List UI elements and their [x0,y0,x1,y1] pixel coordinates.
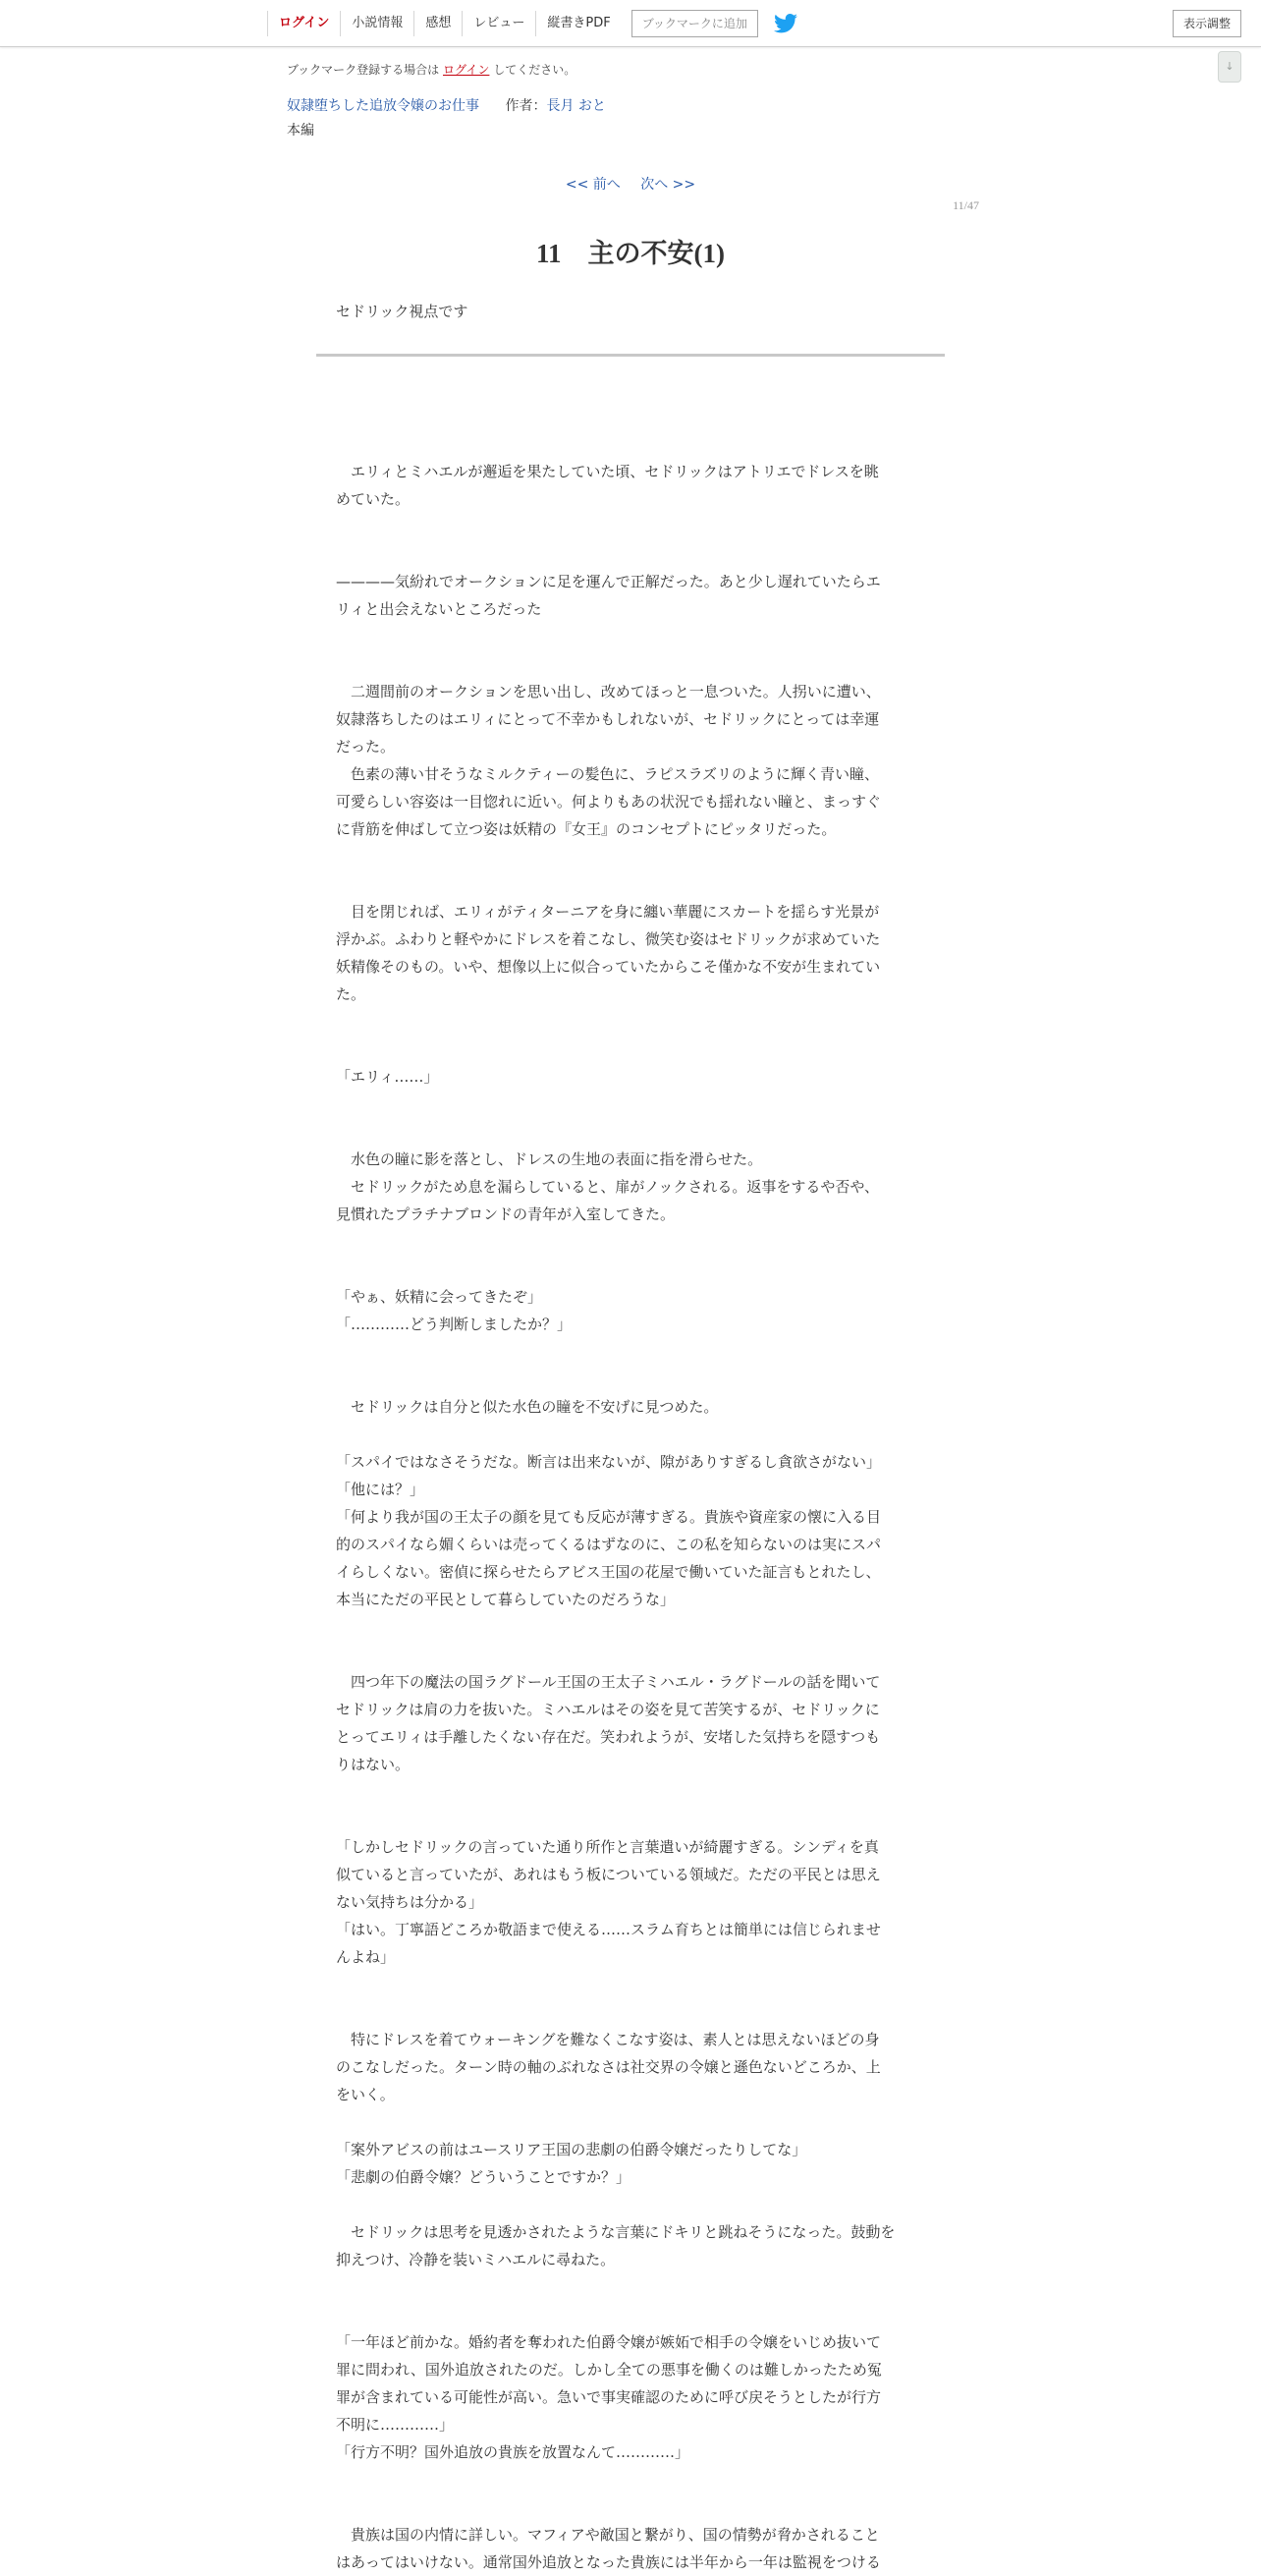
body-line: セドリックがため息を漏らしていると、扉がノックされる。返事をするや否や、 [336,1178,880,1196]
body-line: セドリックは自分と似た水色の瞳を不安げに見つめた。 [336,1398,719,1416]
body-line: 的のスパイなら媚くらいは売ってくるはずなのに、この私を知らないのは実にスパ [336,1536,882,1553]
body-line: た。 [336,985,366,1003]
add-bookmark-button[interactable]: ブックマークに追加 [631,10,758,37]
body-line: りはない。 [336,1756,411,1773]
notice-suffix: してください。 [493,63,576,77]
body-line [336,1118,925,1146]
body-line: イらしくない。密偵に探らせたらアビス王国の花屋で働いていた証言もとれたし、 [336,1563,881,1581]
body-line: セドリックは思考を見透かされたような言葉にドキリと跳ねそうになった。鼓動を [336,2223,896,2241]
series-info [287,95,606,115]
body-line: 貴族は国の内情に詳しい。マフィアや敵国と繋がり、国の情勢が脅かされること [336,2526,880,2544]
body-line: 「…………どう判断しましたか？」 [336,1316,573,1333]
body-line: リィと出会えないところだった [336,600,542,618]
body-line [336,1228,925,1256]
body-line [336,1036,925,1063]
body-line: をいく。 [336,2086,395,2103]
notice-login-link[interactable]: ログイン [443,63,490,77]
chapter-title: 11 主の不安(1) [536,239,725,268]
body-line [336,1366,925,1393]
prev-chapter-link[interactable]: << 前へ [565,177,621,193]
body-line [336,2493,925,2521]
body-line: 目を閉じれば、エリィがティターニアを身に纏い華麗にスカートを揺らす光景が [336,903,880,921]
body-line [336,2273,925,2301]
login-link[interactable]: ログイン [267,11,340,36]
body-line [336,1421,925,1448]
body-line [336,1008,925,1036]
next-chapter-link[interactable]: 次へ >> [640,177,696,193]
body-line: 「スパイではなさそうだな。断言は出来ないが、隙がありすぎるし貪欲さがない」 [336,1453,882,1471]
author-link[interactable]: 長月 おと [546,98,606,114]
body-line [336,2301,925,2328]
body-line: 可愛らしい容姿は一目惚れに近い。何よりもあの状況でも揺れない瞳と、まっすぐ [336,793,882,811]
body-line: 四つ年下の魔法の国ラグドール王国の王太子ミハエル・ラグドールの話を聞いて [336,1673,881,1691]
body-line: 見慣れたプラチナブロンドの青年が入室してきた。 [336,1205,676,1223]
body-line [336,1971,925,1998]
body-line: とってエリィは手離したくない存在だ。笑われようが、安堵した気持ちを隠すつも [336,1728,881,1746]
body-line [336,403,925,430]
body-line: 罪が含まれている可能性が高い。急いで事実確認のために呼び戻そうとしたが行方 [336,2388,882,2406]
body-line: 不明に…………」 [336,2416,455,2434]
body-line [336,870,925,898]
body-line: 「何より我が国の王太子の顔を見ても反応が薄すぎる。貴族や資産家の懐に入る目 [336,1508,882,1526]
body-line [336,430,925,458]
series-title-link[interactable]: 奴隷堕ちした追放令嬢のお仕事 [287,98,479,114]
body-line [336,2466,925,2493]
body-line [336,843,925,870]
body-line: めていた。 [336,490,411,508]
body-line: 「はい。丁寧語どころか敬語まで使える……スラム育ちとは簡単には信じられませ [336,1921,881,1938]
body-line: に背筋を伸ばして立つ姿は妖精の『女王』のコンセプトにピッタリだった。 [336,820,837,838]
body-line [336,513,925,540]
body-line [336,540,925,568]
author-label: 作者： [505,98,547,114]
body-line: だった。 [336,738,396,756]
body-line [336,2108,925,2136]
display-settings-button[interactable]: 表示調整 [1173,10,1241,37]
body-line: 「エリィ……」 [336,1068,439,1086]
site-header [0,0,1261,47]
body-line: 「行方不明？国外追放の貴族を放置なんて…………」 [336,2443,690,2461]
body-line: セドリックは肩の力を抜いた。ミハエルはその姿を見て苦笑するが、セドリックに [336,1701,880,1718]
body-line [336,2191,925,2218]
body-line: 「一年ほど前かな。婚約者を奪われた伯爵令嬢が嫉妬で相手の令嬢をいじめ抜いて [336,2333,882,2351]
body-line: 妖精像そのもの。いや、想像以上に似合っていたからこそ僅かな不安が生まれてい [336,958,881,976]
body-line [336,1641,925,1668]
body-line: ————気紛れでオークションに足を運んで正解だった。あと少し遅れていたらエ [336,573,881,590]
body-line [336,1091,925,1118]
body-line: はあってはいけない。通常国外追放となった貴族には半年から一年は監視をつける [336,2553,881,2571]
body-line: 抑えつけ、冷静を装いミハエルに尋ねた。 [336,2251,616,2268]
body-line: 特にドレスを着てウォーキングを難なくこなす姿は、素人とは思えないほどの身 [336,2031,880,2048]
body-line: のこなしだった。ターン時の軸のぶれなさは社交界の令嬢と遜色ないどころか、上 [336,2058,881,2076]
body-line: 「悲劇の伯爵令嬢？どういうことですか？」 [336,2168,631,2186]
body-line: 二週間前のオークションを思い出し、改めてほっと一息ついた。人拐いに遭い、 [336,683,881,700]
body-line: 奴隷落ちしたのはエリィにとって不幸かもしれないが、セドリックにとっては幸運 [336,710,880,728]
login-notice [287,61,576,78]
scroll-down-tab[interactable]: ↓ [1218,51,1241,83]
novel-info-link[interactable]: 小説情報 [340,11,413,36]
body-line: 水色の瞳に影を落とし、ドレスの生地の表面に指を滑らせた。 [336,1150,763,1168]
body-line: んよね」 [336,1948,396,1966]
body-line: 「しかしセドリックの言っていた通り所作と言葉遣いが綺麗すぎる。シンディを真 [336,1838,879,1856]
body-line: 「案外アビスの前はユースリア王国の悲劇の伯爵令嬢だったりしてな」 [336,2141,807,2158]
body-line [336,1256,925,1283]
body-line: ない気持ちは分かる」 [336,1893,484,1911]
body-line: 似ていると言っていたが、あれはもう板についている領域だ。ただの平民とは思え [336,1866,881,1883]
notice-prefix: ブックマーク登録する場合は [287,63,440,77]
body-line [336,1806,925,1833]
review-link[interactable]: レビュー [462,11,535,36]
body-line [336,623,925,650]
body-line: 色素の薄い甘そうなミルクティーの髪色に、ラピスラズリのように輝く青い瞳、 [336,765,880,783]
body-line: 「他には？」 [336,1481,425,1498]
body-line: 罪に問われ、国外追放されたのだ。しかし全ての悪事を働くのは難しかったため冤 [336,2361,882,2379]
body-line [336,1778,925,1806]
page-number: 11/47 [953,198,979,212]
twitter-icon[interactable] [774,13,799,34]
vertical-pdf-link[interactable]: 縦書きPDF [535,11,621,36]
body-line: 本当にただの平民として暮らしていたのだろうな」 [336,1591,676,1608]
body-line: 「やぁ、妖精に会ってきたぞ」 [336,1288,543,1306]
chapter-preface: セドリック視点です [336,303,468,320]
body-line [336,1998,925,2026]
preface-divider [316,354,945,357]
section-label: 本編 [287,123,314,139]
impressions-link[interactable]: 感想 [413,11,462,36]
body-line: エリィとミハエルが邂逅を果たしていた頃、セドリックはアトリエでドレスを眺 [336,463,879,480]
body-line [336,1338,925,1366]
body-line: 浮かぶ。ふわりと軽やかにドレスを着こなし、微笑む姿はセドリックが求めていた [336,930,881,948]
header-nav [267,0,799,47]
chapter-body [336,403,925,2576]
body-line [336,1613,925,1641]
body-line [336,650,925,678]
chapter-pager [0,174,1261,194]
